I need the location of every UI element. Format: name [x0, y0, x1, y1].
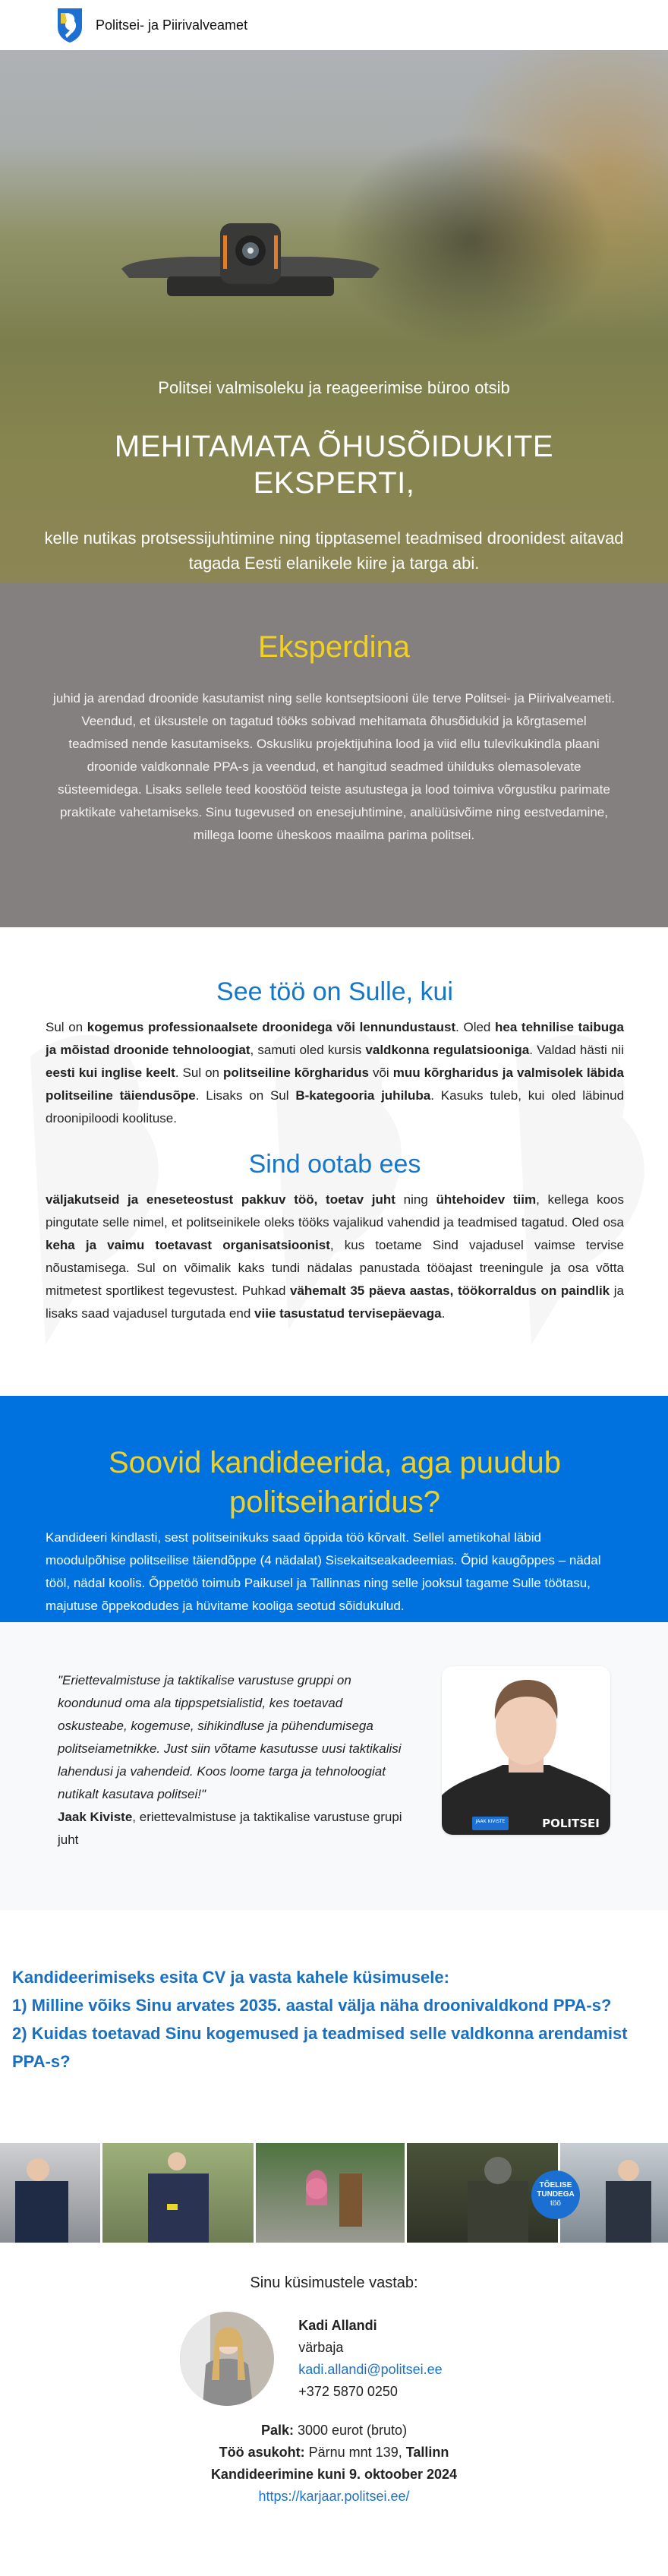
real-feeling-badge — [531, 2170, 580, 2219]
location-line — [0, 2442, 668, 2464]
emphasis-text: hea tehnilise taibuga ja mõistad droonide tehnoloogiat — [46, 1020, 624, 1057]
coat-of-arms-shield-icon[interactable] — [55, 6, 85, 44]
emphasis-text: viie tasustatud tervisepäevaga — [254, 1306, 442, 1321]
body-text: . Oled — [455, 1020, 496, 1034]
salary-label: Palk: — [260, 2423, 294, 2438]
emphasis-text: ühtehoidev tiim — [436, 1192, 537, 1207]
body-text: . Valdad hästi nii — [529, 1043, 624, 1057]
requirements-heading: See töö on Sulle, kui — [216, 977, 453, 1006]
testimonial-quote: "Eriettevalmistuse ja taktikalise varustuse gruppi on koondunud oma ala tippspetsialistid, kes toetavad oskusteabe, kogemuse, sihikindluse ja pühendumisega politseiametnikke. Just siin võtame kasutusse uusi taktikalisi lahendusi ja vahendeid. Koos loome targa ja tehnoloogiat nutikalt kasutava politsei!" — [58, 1673, 402, 1801]
recruiter-info — [298, 2315, 442, 2403]
body-text: , kellega koos pingutate selle nimel, et politseinikele oleks tööks vajalikud vahendid ja teadmised tagatud. Oled osa — [46, 1192, 625, 1230]
body-text: . Lisaks on Sul — [195, 1088, 296, 1103]
emphasis-text: keha ja vaimu toetavast organisatsioonist — [46, 1238, 330, 1252]
badge-line2: TUNDEGA — [537, 2190, 575, 2199]
person-portrait-icon — [442, 1666, 610, 1835]
body-text: Sul on — [46, 1020, 87, 1034]
hero-title-line1: MEHITAMATA ÕHUSÕIDUKITE — [114, 430, 554, 463]
emphasis-text: valdkonna regulatsiooniga — [365, 1043, 530, 1057]
application-questions — [0, 1910, 668, 2134]
recruiter-portrait-icon — [180, 2312, 274, 2406]
requirements-section — [0, 927, 668, 1396]
testimonial-section — [0, 1622, 668, 1910]
offer-heading: Sind ootab ees — [248, 1150, 421, 1179]
emphasis-text: kogemus professionaalsete droonidega või lennundustaust — [87, 1020, 456, 1034]
contact-section — [0, 2243, 668, 2572]
body-text: , samuti oled kursis — [250, 1043, 366, 1057]
body-text: . — [441, 1306, 446, 1321]
deadline: Kandideerimine kuni 9. oktoober 2024 — [210, 2467, 458, 2482]
expert-section — [0, 583, 668, 927]
photo-patrol-officer — [102, 2143, 254, 2243]
emphasis-text: politseiline kõrgharidus — [222, 1065, 369, 1080]
salary-value: 3000 eurot (bruto) — [293, 2423, 408, 2438]
deadline-line — [0, 2464, 668, 2486]
recruiter-role: värbaja — [298, 2340, 344, 2355]
avatar — [180, 2312, 274, 2406]
testimonial-photo — [442, 1666, 610, 1835]
offer-body — [46, 1189, 624, 1325]
career-site-link[interactable]: https://karjaar.politsei.ee/ — [258, 2489, 410, 2504]
testimonial-author: Jaak Kiviste — [58, 1810, 133, 1824]
body-text: või — [369, 1065, 393, 1080]
testimonial-text — [58, 1669, 414, 1852]
drone-image-icon — [121, 202, 380, 316]
hero-subtitle: Politsei valmisoleku ja reageerimise büroo otsib — [158, 378, 510, 397]
site-header — [0, 0, 668, 50]
hero-description: kelle nutikas protsessijuhtimine ning tipptasemel teadmised droonidest aitavad tagada Eesti elanikele kiire ja targa abi. — [44, 529, 624, 573]
requirements-body — [46, 1016, 624, 1130]
salary-line — [0, 2420, 668, 2442]
brand-name[interactable]: Politsei- ja Piirivalveamet — [96, 17, 248, 33]
emphasis-text: vähemalt 35 päeva aastas, töökorraldus on paindlik — [290, 1283, 610, 1298]
body-text: . Kasuks tuleb, kui oled läbinud droonipiloodi koolituse. — [46, 1088, 625, 1125]
no-education-section — [0, 1396, 668, 1622]
recruiter-phone[interactable]: +372 5870 0250 — [298, 2384, 398, 2399]
job-facts — [0, 2420, 668, 2508]
body-text: ning — [395, 1192, 436, 1207]
hero-text — [0, 378, 668, 576]
expert-body: juhid ja arendad droonide kasutamist ning selle kontseptsiooni üle terve Politsei- ja Piirivalveameti. Veendud, et üksustele on tagatud tööks sobivad mehitamata õhusõidukid ja kõrgtasemel teadmised nende kasutamiseks. Oskusliku projektijuhina lood ja viid ellu tulevikukindla plaani droonide valdkonnale PPA-s ja veendud, et hangitud seadmed ühilduks olemasolevate süsteemidega. Lisaks sellele teed koostööd teiste asutustega ja lood toimiva võrgustiku parimate praktikate vahetamiseks. Sinu tugevused on enesejuhtimine, analüüsivõime ning eestvedamine, millega loome üheskoos maailma parima politsei. — [53, 691, 615, 842]
photo-officer-woman-suit — [0, 2143, 100, 2243]
hero-title — [0, 428, 668, 501]
question-2: 2) Kuidas toetavad Sinu kogemused ja teadmised selle valdkonna arendamist PPA-s? — [12, 2024, 628, 2071]
shirt-text: POLITSEI — [542, 1817, 600, 1830]
body-text: , kus toetame Sind vajadusel vaimse tervise nõustamisega. Sul on võimalik kaks tundi nädalas panustada tööajast treeningule ja osa võtta mitmetest sportlikest tegevustest. Puhkad — [46, 1238, 625, 1298]
location-street: Pärnu mnt 139, — [304, 2445, 406, 2460]
name-badge-text: JAAK KIVISTE — [475, 1819, 506, 1824]
expert-heading: Eksperdina — [257, 630, 411, 664]
no-education-body: Kandideeri kindlasti, sest politseinikuks saad õppida töö kõrvalt. Sellel ametikohal läbid moodulpõhise politseilise täiendõppe (4 nädalat) Sisekaitseakadeemias. Õpid kaugõppes – nädal tööl, nädal koolis. Õppetöö toimub Paikusel ja Tallinnas ning selle jooksul tagame Sulle töötasu, majutuse õppekodudes ja hüvitame kooliga seotud sõidukulud. — [46, 1530, 601, 1613]
no-education-heading: Soovid kandideerida, aga puudub politseiharidus? — [108, 1446, 562, 1519]
recruiter-card — [0, 2312, 668, 2406]
location-label: Töö asukoht: — [219, 2445, 305, 2460]
application-intro: Kandideerimiseks esita CV ja vasta kahele küsimusele: — [12, 1968, 449, 1987]
recruiter-name: Kadi Allandi — [298, 2318, 377, 2333]
question-1: 1) Milline võiks Sinu arvates 2035. aastal välja näha droonivaldkond PPA-s? — [12, 1996, 612, 2015]
emphasis-text: väljakutseid ja eneseteostust pakkuv töö, toetav juht — [46, 1192, 395, 1207]
photo-k9-officer — [256, 2143, 405, 2243]
recruiter-email-link[interactable]: kadi.allandi@politsei.ee — [298, 2362, 443, 2377]
hero-title-line2: EKSPERTI, — [253, 466, 415, 500]
photo-strip — [0, 2134, 668, 2243]
contact-lead: Sinu küsimustele vastab: — [250, 2275, 418, 2291]
emphasis-text: eesti kui inglise keelt — [46, 1065, 175, 1080]
hero-banner — [0, 50, 668, 583]
emphasis-text: muu kõrgharidus ja valmisolek läbida politseiline täiendusõpe — [46, 1065, 624, 1103]
body-text: ja lisaks saad vajadusel turgutada end — [46, 1283, 624, 1321]
emphasis-text: B-kategooria juhiluba — [295, 1088, 431, 1103]
badge-line3: töö — [550, 2199, 561, 2208]
body-text: . Sul on — [175, 1065, 223, 1080]
testimonial-role: , eriettevalmistuse ja taktikalise varustuse grupi juht — [58, 1810, 402, 1847]
badge-line1: TÕELISE — [539, 2181, 572, 2189]
location-city: Tallinn — [405, 2445, 449, 2460]
